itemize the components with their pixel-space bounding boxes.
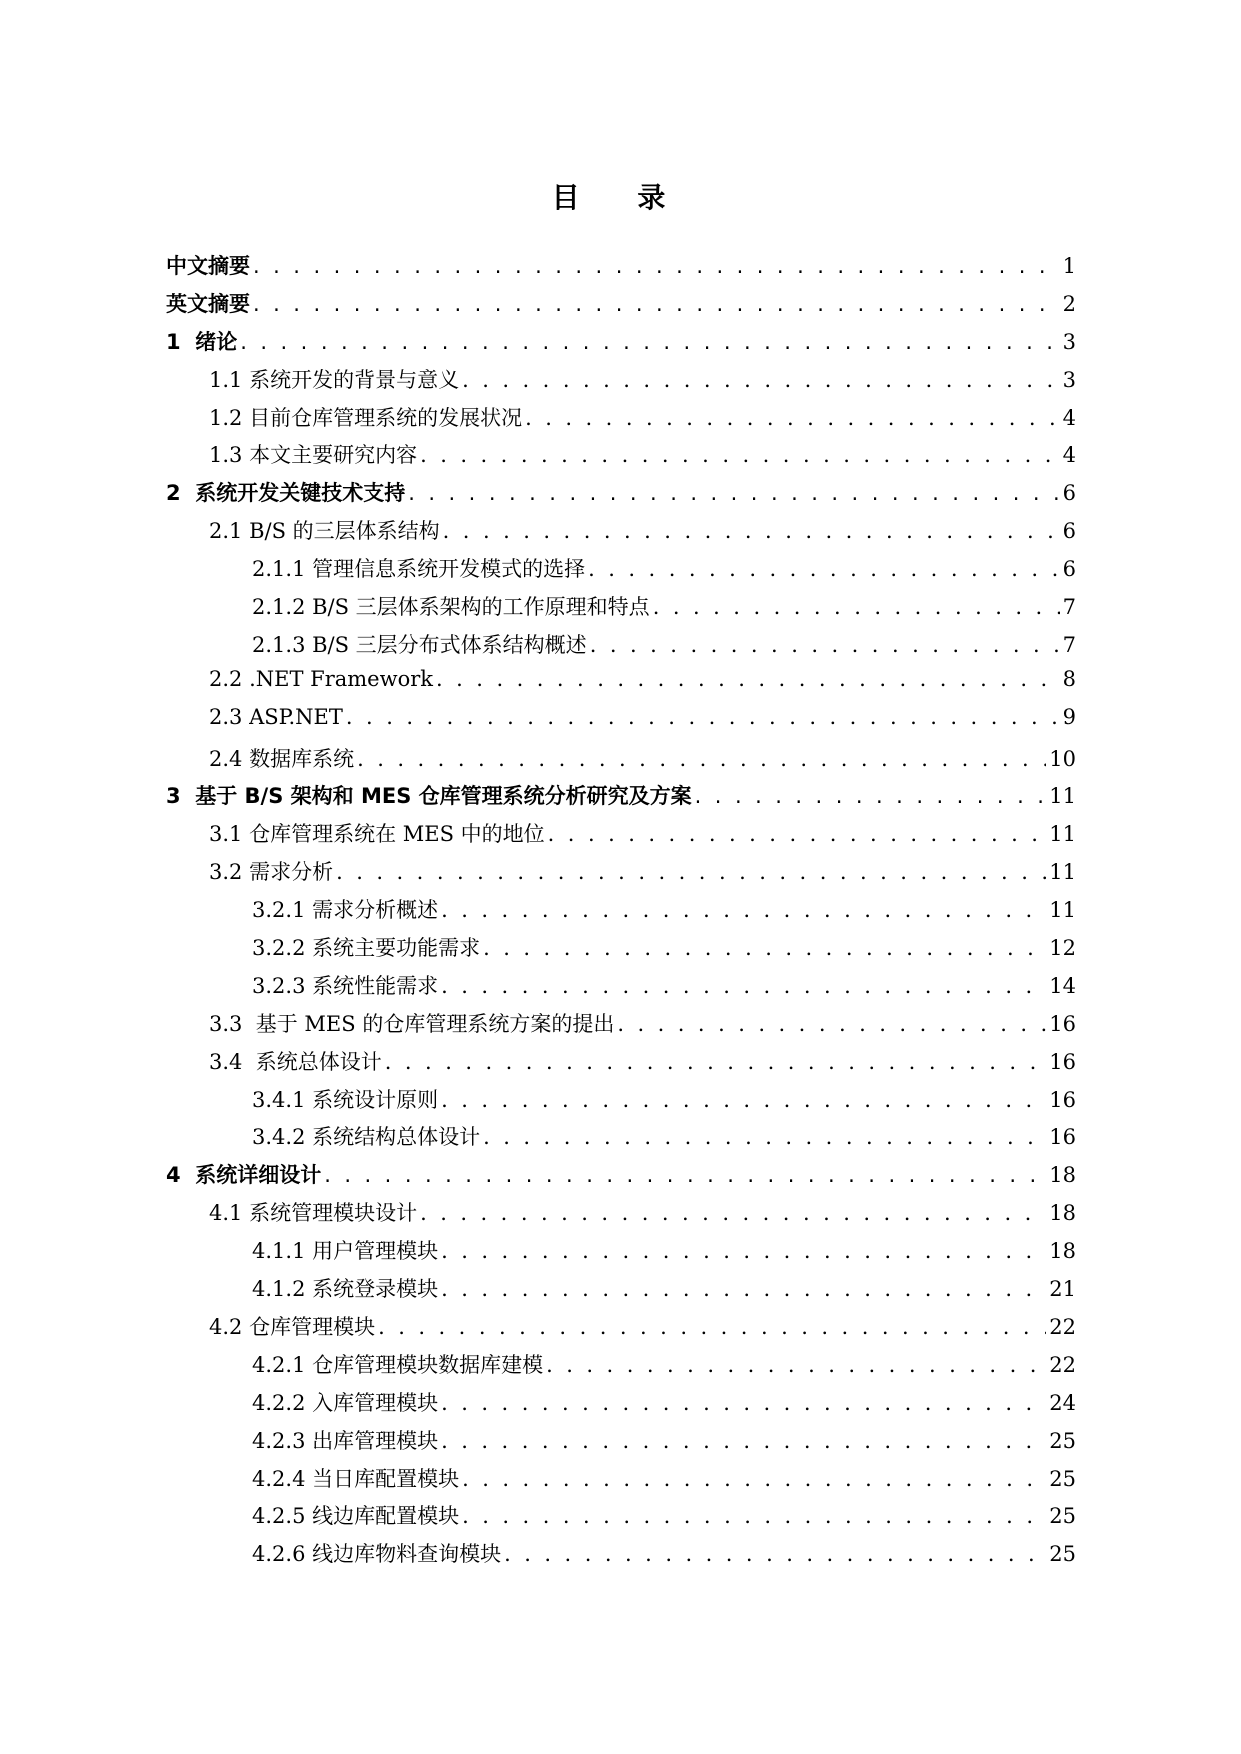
- dot-leader: [420, 443, 1060, 467]
- dot-leader: [336, 860, 1046, 884]
- toc-entry[interactable]: [166, 1311, 1076, 1349]
- toc-entry-page-number: 25: [1049, 1504, 1076, 1529]
- toc-entry-label: 4.2 仓库管理模块: [209, 1314, 376, 1339]
- dot-leader: [653, 595, 1060, 619]
- toc-entry-page-number: 14: [1049, 973, 1076, 998]
- toc-entry-page-number: 16: [1049, 1087, 1076, 1112]
- toc-entry-page-number: 4: [1062, 443, 1076, 468]
- toc-entry[interactable]: [166, 629, 1076, 667]
- toc-entry-page-number: 10: [1049, 746, 1076, 771]
- toc-entry-page-number: 25: [1049, 1542, 1076, 1567]
- toc-entry[interactable]: [166, 1159, 1076, 1197]
- dot-leader: [695, 784, 1047, 808]
- toc-entry-label: 英文摘要: [166, 291, 250, 316]
- toc-entry-page-number: 25: [1049, 1428, 1076, 1453]
- dot-leader: [441, 1391, 1046, 1415]
- toc-entry-label: 2.4 数据库系统: [209, 746, 355, 771]
- toc-entry-label: 1.3 本文主要研究内容: [209, 443, 418, 468]
- toc-entry[interactable]: [166, 439, 1076, 477]
- toc-entry-page-number: 11: [1049, 860, 1076, 885]
- dot-leader: [441, 1429, 1046, 1453]
- dot-leader: [385, 1050, 1047, 1074]
- toc-entry-page-number: 18: [1049, 1239, 1076, 1264]
- dot-leader: [462, 1504, 1046, 1528]
- toc-entry[interactable]: [166, 250, 1076, 288]
- toc-entry-label: 4.2.4 当日库配置模块: [252, 1466, 460, 1491]
- toc-entry-page-number: 2: [1062, 291, 1076, 316]
- toc-entry-page-number: 22: [1049, 1314, 1076, 1339]
- dot-leader: [462, 368, 1060, 392]
- toc-entry-page-number: 6: [1062, 519, 1076, 544]
- toc-entry-label: 1 绪论: [166, 329, 238, 354]
- dot-leader: [441, 1277, 1046, 1301]
- toc-entry-label: 2.1.2 B/S 三层体系架构的工作原理和特点: [252, 595, 650, 620]
- toc-entry[interactable]: [166, 515, 1076, 553]
- toc-entry-label: 2.1.3 B/S 三层分布式体系结构概述: [252, 632, 587, 657]
- toc-entry-label: 3.4.2 系统结构总体设计: [252, 1125, 481, 1150]
- dot-leader: [346, 705, 1060, 729]
- toc-entry-label: 4 系统详细设计: [166, 1163, 322, 1188]
- toc-entry[interactable]: [166, 894, 1076, 932]
- dot-leader: [546, 1353, 1046, 1377]
- toc-entry[interactable]: [166, 856, 1076, 894]
- dot-leader: [436, 667, 1060, 691]
- toc-entry-page-number: 12: [1049, 936, 1076, 961]
- toc-entry-label: 3.2.1 需求分析概述: [252, 898, 439, 923]
- toc-entry[interactable]: [166, 1538, 1076, 1576]
- toc-entry-page-number: 7: [1062, 632, 1076, 657]
- dot-leader: [357, 747, 1046, 771]
- toc-entry-label: 4.2.5 线边库配置模块: [252, 1504, 460, 1529]
- dot-leader: [441, 898, 1046, 922]
- toc-entry[interactable]: [166, 326, 1076, 364]
- toc-entry-label: 4.2.2 入库管理模块: [252, 1390, 439, 1415]
- dot-leader: [441, 1088, 1046, 1112]
- toc-entry-label: 中文摘要: [166, 254, 250, 278]
- toc-entry-page-number: 24: [1049, 1390, 1076, 1415]
- toc-entry[interactable]: [166, 667, 1076, 705]
- toc-entry-label: 3.2.3 系统性能需求: [252, 973, 439, 998]
- dot-leader: [525, 406, 1060, 430]
- toc-entry-page-number: 16: [1049, 1011, 1076, 1036]
- toc-entry-label: 3.1 仓库管理系统在 MES 中的地位: [209, 822, 545, 847]
- toc-entry-label: 3.4.1 系统设计原则: [252, 1087, 439, 1112]
- toc-entry-page-number: 9: [1062, 704, 1076, 729]
- toc-entry-page-number: 6: [1062, 481, 1076, 506]
- toc-entry-page-number: 4: [1062, 405, 1076, 430]
- toc-entry[interactable]: [166, 932, 1076, 970]
- toc-entry-label: 2.3 ASP.NET: [209, 704, 343, 729]
- dot-leader: [504, 1542, 1046, 1566]
- toc-entry[interactable]: [166, 288, 1076, 326]
- toc-entry-label: 3.3 基于 MES 的仓库管理系统方案的提出: [209, 1011, 615, 1036]
- toc-entry-label: 4.2.3 出库管理模块: [252, 1428, 439, 1453]
- dot-leader: [240, 330, 1059, 354]
- toc-entry-label: 3.2.2 系统主要功能需求: [252, 936, 481, 961]
- toc-entry[interactable]: [166, 1500, 1076, 1538]
- toc-entry-label: 2.2 .NET Framework: [209, 666, 433, 691]
- toc-entry[interactable]: [166, 1425, 1076, 1463]
- toc-entry-page-number: 25: [1049, 1466, 1076, 1491]
- toc-entry[interactable]: [166, 591, 1076, 629]
- dot-leader: [420, 1201, 1046, 1225]
- dot-leader: [590, 633, 1060, 657]
- toc-entry[interactable]: [166, 402, 1076, 440]
- dot-leader: [324, 1163, 1046, 1187]
- dot-leader: [483, 1125, 1046, 1149]
- dot-leader: [253, 292, 1060, 316]
- toc-entry[interactable]: [166, 553, 1076, 591]
- table-of-contents: [166, 250, 1076, 1576]
- toc-entry-label: 1.1 系统开发的背景与意义: [209, 367, 460, 392]
- toc-entry-label: 4.1.2 系统登录模块: [252, 1277, 439, 1302]
- toc-entry-label: 4.1 系统管理模块设计: [209, 1201, 418, 1226]
- toc-entry-page-number: 11: [1049, 898, 1076, 923]
- toc-entry-label: 3.4 系统总体设计: [209, 1049, 382, 1074]
- toc-entry-page-number: 1: [1062, 254, 1076, 278]
- dot-leader: [443, 519, 1060, 543]
- toc-entry[interactable]: [166, 780, 1076, 818]
- toc-entry-page-number: 16: [1049, 1125, 1076, 1150]
- dot-leader: [253, 254, 1060, 278]
- dot-leader: [408, 481, 1059, 505]
- toc-entry-label: 2.1 B/S 的三层体系结构: [209, 519, 440, 544]
- toc-entry-page-number: 22: [1049, 1352, 1076, 1377]
- toc-entry-page-number: 11: [1049, 822, 1076, 847]
- dot-leader: [483, 936, 1046, 960]
- dot-leader: [617, 1012, 1046, 1036]
- toc-entry[interactable]: [166, 1463, 1076, 1501]
- toc-entry[interactable]: [166, 1273, 1076, 1311]
- toc-entry[interactable]: [166, 1235, 1076, 1273]
- toc-entry-page-number: 18: [1049, 1201, 1076, 1226]
- toc-entry-label: 1.2 目前仓库管理系统的发展状况: [209, 405, 523, 430]
- toc-entry[interactable]: [166, 705, 1076, 743]
- toc-entry-label: 4.2.1 仓库管理模块数据库建模: [252, 1352, 544, 1377]
- toc-entry-label: 2.1.1 管理信息系统开发模式的选择: [252, 557, 586, 582]
- toc-entry[interactable]: [166, 743, 1076, 781]
- toc-entry-page-number: 11: [1049, 784, 1076, 809]
- toc-entry-page-number: 7: [1062, 595, 1076, 620]
- toc-entry[interactable]: [166, 1121, 1076, 1159]
- toc-entry-page-number: 8: [1062, 666, 1076, 691]
- toc-entry-label: 2 系统开发关键技术支持: [166, 481, 406, 506]
- toc-entry[interactable]: [166, 1387, 1076, 1425]
- toc-entry[interactable]: [166, 1084, 1076, 1122]
- toc-entry-page-number: 3: [1062, 329, 1076, 354]
- toc-entry-page-number: 16: [1049, 1049, 1076, 1074]
- dot-leader: [548, 822, 1047, 846]
- dot-leader: [588, 557, 1060, 581]
- toc-entry-label: 4.1.1 用户管理模块: [252, 1239, 439, 1264]
- toc-entry-label: 3 基于 B/S 架构和 MES 仓库管理系统分析研究及方案: [166, 784, 692, 809]
- toc-entry[interactable]: [166, 970, 1076, 1008]
- toc-entry-page-number: 18: [1049, 1163, 1076, 1188]
- toc-entry[interactable]: [166, 1349, 1076, 1387]
- toc-entry-label: 4.2.6 线边库物料查询模块: [252, 1542, 502, 1567]
- toc-entry[interactable]: [166, 364, 1076, 402]
- toc-entry-page-number: 6: [1062, 557, 1076, 582]
- toc-entry-page-number: 3: [1062, 367, 1076, 392]
- toc-entry[interactable]: [166, 1008, 1076, 1046]
- dot-leader: [441, 1239, 1046, 1263]
- toc-entry[interactable]: [166, 1046, 1076, 1084]
- toc-entry-label: 3.2 需求分析: [209, 860, 334, 885]
- toc-entry[interactable]: [166, 477, 1076, 515]
- toc-entry[interactable]: [166, 1197, 1076, 1235]
- dot-leader: [441, 974, 1046, 998]
- toc-entry-page-number: 21: [1049, 1277, 1076, 1302]
- toc-entry[interactable]: [166, 818, 1076, 856]
- toc-title: 目 录: [551, 181, 690, 214]
- dot-leader: [462, 1467, 1046, 1491]
- dot-leader: [378, 1315, 1046, 1339]
